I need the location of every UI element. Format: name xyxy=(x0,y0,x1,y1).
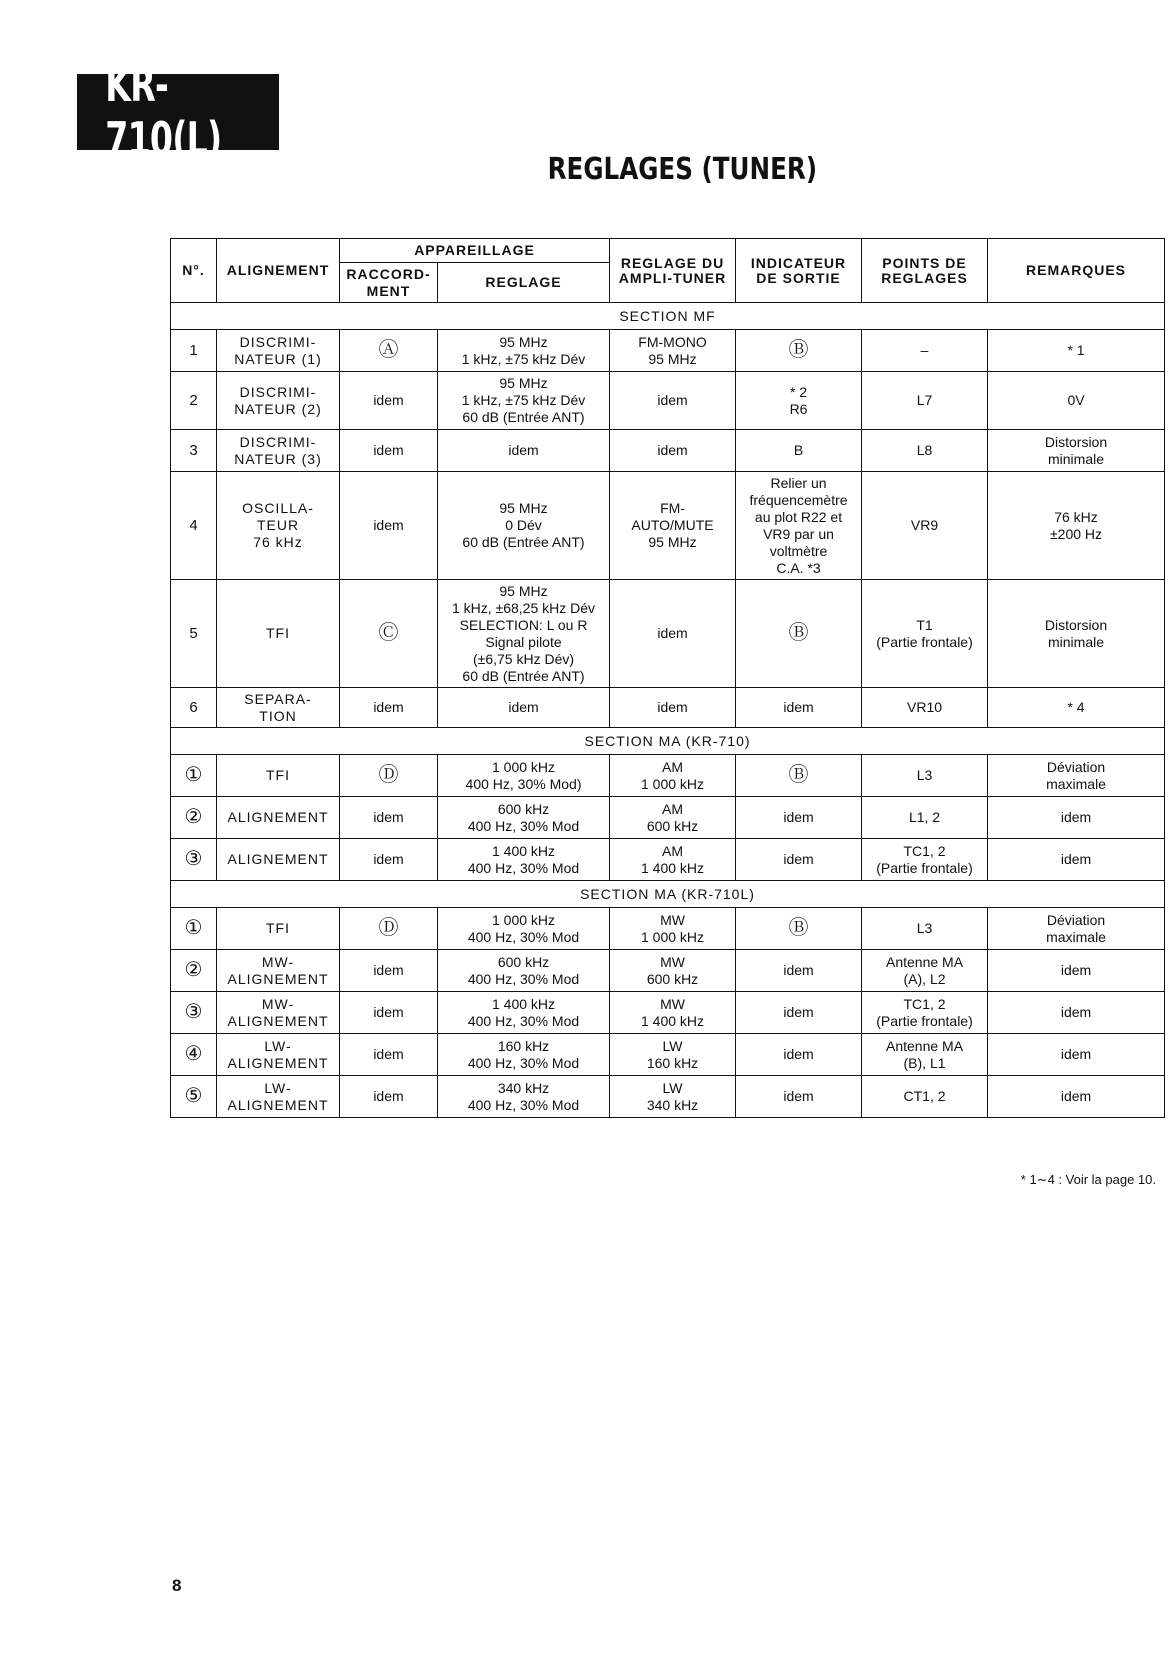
cell-num: 1 xyxy=(171,330,217,372)
cell-raccordement: idem xyxy=(340,372,438,430)
cell-ampli: idem xyxy=(610,580,736,688)
header-appareillage: APPAREILLAGE xyxy=(340,239,610,263)
cell-reglage: idem xyxy=(438,430,610,472)
cell-num: ⑤ xyxy=(171,1076,217,1118)
cell-num: ① xyxy=(171,755,217,797)
cell-remarques: idem xyxy=(988,839,1165,881)
cell-indicateur: idem xyxy=(736,1034,862,1076)
cell-num: 5 xyxy=(171,580,217,688)
cell-remarques: * 4 xyxy=(988,688,1165,728)
cell-remarques: Déviation maximale xyxy=(988,755,1165,797)
cell-alignement: TFI xyxy=(217,908,340,950)
cell-reglage: 1 000 kHz 400 Hz, 30% Mod xyxy=(438,908,610,950)
cell-reglage: idem xyxy=(438,688,610,728)
table-header xyxy=(171,239,1165,303)
cell-raccordement: Ⓓ xyxy=(340,755,438,797)
cell-raccordement: idem xyxy=(340,1076,438,1118)
cell-alignement: ALIGNEMENT xyxy=(217,839,340,881)
cell-reglage: 1 400 kHz 400 Hz, 30% Mod xyxy=(438,992,610,1034)
table-row xyxy=(171,1076,1165,1118)
header-alignement: ALIGNEMENT xyxy=(217,239,340,303)
cell-reglage: 600 kHz 400 Hz, 30% Mod xyxy=(438,950,610,992)
cell-alignement: DISCRIMI- NATEUR (3) xyxy=(217,430,340,472)
cell-num: 4 xyxy=(171,472,217,580)
section-row xyxy=(171,728,1165,755)
cell-num: ② xyxy=(171,797,217,839)
section-row xyxy=(171,881,1165,908)
table-row xyxy=(171,908,1165,950)
cell-reglage: 95 MHz 0 Dév 60 dB (Entrée ANT) xyxy=(438,472,610,580)
cell-indicateur: idem xyxy=(736,688,862,728)
table-row xyxy=(171,797,1165,839)
cell-ampli: AM 600 kHz xyxy=(610,797,736,839)
cell-ampli: MW 1 000 kHz xyxy=(610,908,736,950)
table-row xyxy=(171,839,1165,881)
cell-alignement: DISCRIMI- NATEUR (2) xyxy=(217,372,340,430)
page-number: 8 xyxy=(172,1576,182,1595)
cell-points: TC1, 2 (Partie frontale) xyxy=(862,839,988,881)
cell-raccordement: idem xyxy=(340,839,438,881)
page-title-text: REGLAGES (TUNER) xyxy=(547,152,817,187)
cell-num: ④ xyxy=(171,1034,217,1076)
table-row xyxy=(171,688,1165,728)
cell-ampli: idem xyxy=(610,430,736,472)
cell-raccordement: Ⓓ xyxy=(340,908,438,950)
cell-points: T1 (Partie frontale) xyxy=(862,580,988,688)
cell-raccordement: idem xyxy=(340,797,438,839)
cell-alignement: LW- ALIGNEMENT xyxy=(217,1034,340,1076)
cell-indicateur: idem xyxy=(736,839,862,881)
cell-reglage: 1 400 kHz 400 Hz, 30% Mod xyxy=(438,839,610,881)
table-row xyxy=(171,580,1165,688)
table-row xyxy=(171,950,1165,992)
cell-reglage: 340 kHz 400 Hz, 30% Mod xyxy=(438,1076,610,1118)
footnote: * 1∼4 : Voir la page 10. xyxy=(1020,1172,1156,1187)
cell-raccordement: Ⓐ xyxy=(340,330,438,372)
cell-indicateur: idem xyxy=(736,797,862,839)
cell-raccordement: idem xyxy=(340,688,438,728)
cell-remarques: Distorsion minimale xyxy=(988,430,1165,472)
cell-indicateur: idem xyxy=(736,992,862,1034)
cell-remarques: idem xyxy=(988,950,1165,992)
cell-remarques: 0V xyxy=(988,372,1165,430)
table-row xyxy=(171,1034,1165,1076)
cell-indicateur: B xyxy=(736,430,862,472)
cell-num: 6 xyxy=(171,688,217,728)
cell-indicateur: Ⓑ xyxy=(736,330,862,372)
cell-indicateur: idem xyxy=(736,950,862,992)
cell-raccordement: idem xyxy=(340,950,438,992)
cell-ampli: MW 600 kHz xyxy=(610,950,736,992)
header-remarques: REMARQUES xyxy=(988,239,1165,303)
cell-remarques: * 1 xyxy=(988,330,1165,372)
cell-ampli: MW 1 400 kHz xyxy=(610,992,736,1034)
cell-alignement: ALIGNEMENT xyxy=(217,797,340,839)
cell-indicateur: Relier un fréquencemètre au plot R22 et VR9 par un voltmètre C.A. *3 xyxy=(736,472,862,580)
cell-reglage: 1 000 kHz 400 Hz, 30% Mod) xyxy=(438,755,610,797)
alignment-table xyxy=(170,238,1165,1118)
cell-num: ① xyxy=(171,908,217,950)
cell-ampli: FM-MONO 95 MHz xyxy=(610,330,736,372)
cell-points: – xyxy=(862,330,988,372)
cell-points: Antenne MA (B), L1 xyxy=(862,1034,988,1076)
cell-points: TC1, 2 (Partie frontale) xyxy=(862,992,988,1034)
cell-ampli: AM 1 400 kHz xyxy=(610,839,736,881)
cell-alignement: SEPARA- TION xyxy=(217,688,340,728)
cell-num: ③ xyxy=(171,992,217,1034)
cell-reglage: 160 kHz 400 Hz, 30% Mod xyxy=(438,1034,610,1076)
cell-indicateur: Ⓑ xyxy=(736,908,862,950)
cell-points: VR9 xyxy=(862,472,988,580)
cell-num: 3 xyxy=(171,430,217,472)
cell-reglage: 95 MHz 1 kHz, ±75 kHz Dév xyxy=(438,330,610,372)
cell-raccordement: idem xyxy=(340,992,438,1034)
section-row xyxy=(171,303,1165,330)
cell-ampli: LW 160 kHz xyxy=(610,1034,736,1076)
header-reglage-ampli: REGLAGE DU AMPLI-TUNER xyxy=(610,239,736,303)
header-num: N°. xyxy=(171,239,217,303)
cell-alignement: DISCRIMI- NATEUR (1) xyxy=(217,330,340,372)
cell-raccordement: idem xyxy=(340,1034,438,1076)
cell-alignement: TFI xyxy=(217,755,340,797)
table-row xyxy=(171,430,1165,472)
cell-alignement: MW- ALIGNEMENT xyxy=(217,992,340,1034)
cell-alignement: LW- ALIGNEMENT xyxy=(217,1076,340,1118)
cell-remarques: idem xyxy=(988,1076,1165,1118)
cell-alignement: MW- ALIGNEMENT xyxy=(217,950,340,992)
model-logo-text: KR-710(L) xyxy=(105,58,222,166)
cell-points: L3 xyxy=(862,908,988,950)
table-body xyxy=(171,303,1165,1118)
cell-num: ② xyxy=(171,950,217,992)
cell-reglage: 95 MHz 1 kHz, ±68,25 kHz Dév SELECTION: L ou R Signal pilote (±6,75 kHz Dév) 60 dB (Entrée ANT) xyxy=(438,580,610,688)
cell-indicateur: Ⓑ xyxy=(736,755,862,797)
cell-ampli: idem xyxy=(610,688,736,728)
cell-points: CT1, 2 xyxy=(862,1076,988,1118)
table-row xyxy=(171,472,1165,580)
model-logo xyxy=(77,58,279,166)
cell-raccordement: idem xyxy=(340,472,438,580)
table-row xyxy=(171,330,1165,372)
cell-remarques: 76 kHz ±200 Hz xyxy=(988,472,1165,580)
cell-reglage: 95 MHz 1 kHz, ±75 kHz Dév 60 dB (Entrée ANT) xyxy=(438,372,610,430)
header-indicateur: INDICATEUR DE SORTIE xyxy=(736,239,862,303)
cell-indicateur: Ⓑ xyxy=(736,580,862,688)
cell-points: L7 xyxy=(862,372,988,430)
cell-indicateur: * 2 R6 xyxy=(736,372,862,430)
table-row xyxy=(171,372,1165,430)
section-title: SECTION MA (KR-710L) xyxy=(171,881,1165,908)
page-title xyxy=(0,152,1174,187)
header-points: POINTS DE REGLAGES xyxy=(862,239,988,303)
cell-ampli: idem xyxy=(610,372,736,430)
cell-num: ③ xyxy=(171,839,217,881)
cell-alignement: TFI xyxy=(217,580,340,688)
cell-points: L8 xyxy=(862,430,988,472)
table-row xyxy=(171,992,1165,1034)
cell-points: L1, 2 xyxy=(862,797,988,839)
cell-num: 2 xyxy=(171,372,217,430)
cell-points: L3 xyxy=(862,755,988,797)
cell-remarques: Déviation maximale xyxy=(988,908,1165,950)
cell-points: VR10 xyxy=(862,688,988,728)
cell-alignement: OSCILLA- TEUR 76 kHz xyxy=(217,472,340,580)
cell-indicateur: idem xyxy=(736,1076,862,1118)
section-title: SECTION MF xyxy=(171,303,1165,330)
cell-reglage: 600 kHz 400 Hz, 30% Mod xyxy=(438,797,610,839)
cell-ampli: FM- AUTO/MUTE 95 MHz xyxy=(610,472,736,580)
cell-ampli: AM 1 000 kHz xyxy=(610,755,736,797)
cell-points: Antenne MA (A), L2 xyxy=(862,950,988,992)
cell-raccordement: Ⓒ xyxy=(340,580,438,688)
header-reglage: REGLAGE xyxy=(438,263,610,303)
table-row xyxy=(171,755,1165,797)
cell-remarques: idem xyxy=(988,797,1165,839)
section-title: SECTION MA (KR-710) xyxy=(171,728,1165,755)
cell-remarques: idem xyxy=(988,1034,1165,1076)
cell-ampli: LW 340 kHz xyxy=(610,1076,736,1118)
cell-raccordement: idem xyxy=(340,430,438,472)
header-raccordement: RACCORD- MENT xyxy=(340,263,438,303)
cell-remarques: Distorsion minimale xyxy=(988,580,1165,688)
cell-remarques: idem xyxy=(988,992,1165,1034)
